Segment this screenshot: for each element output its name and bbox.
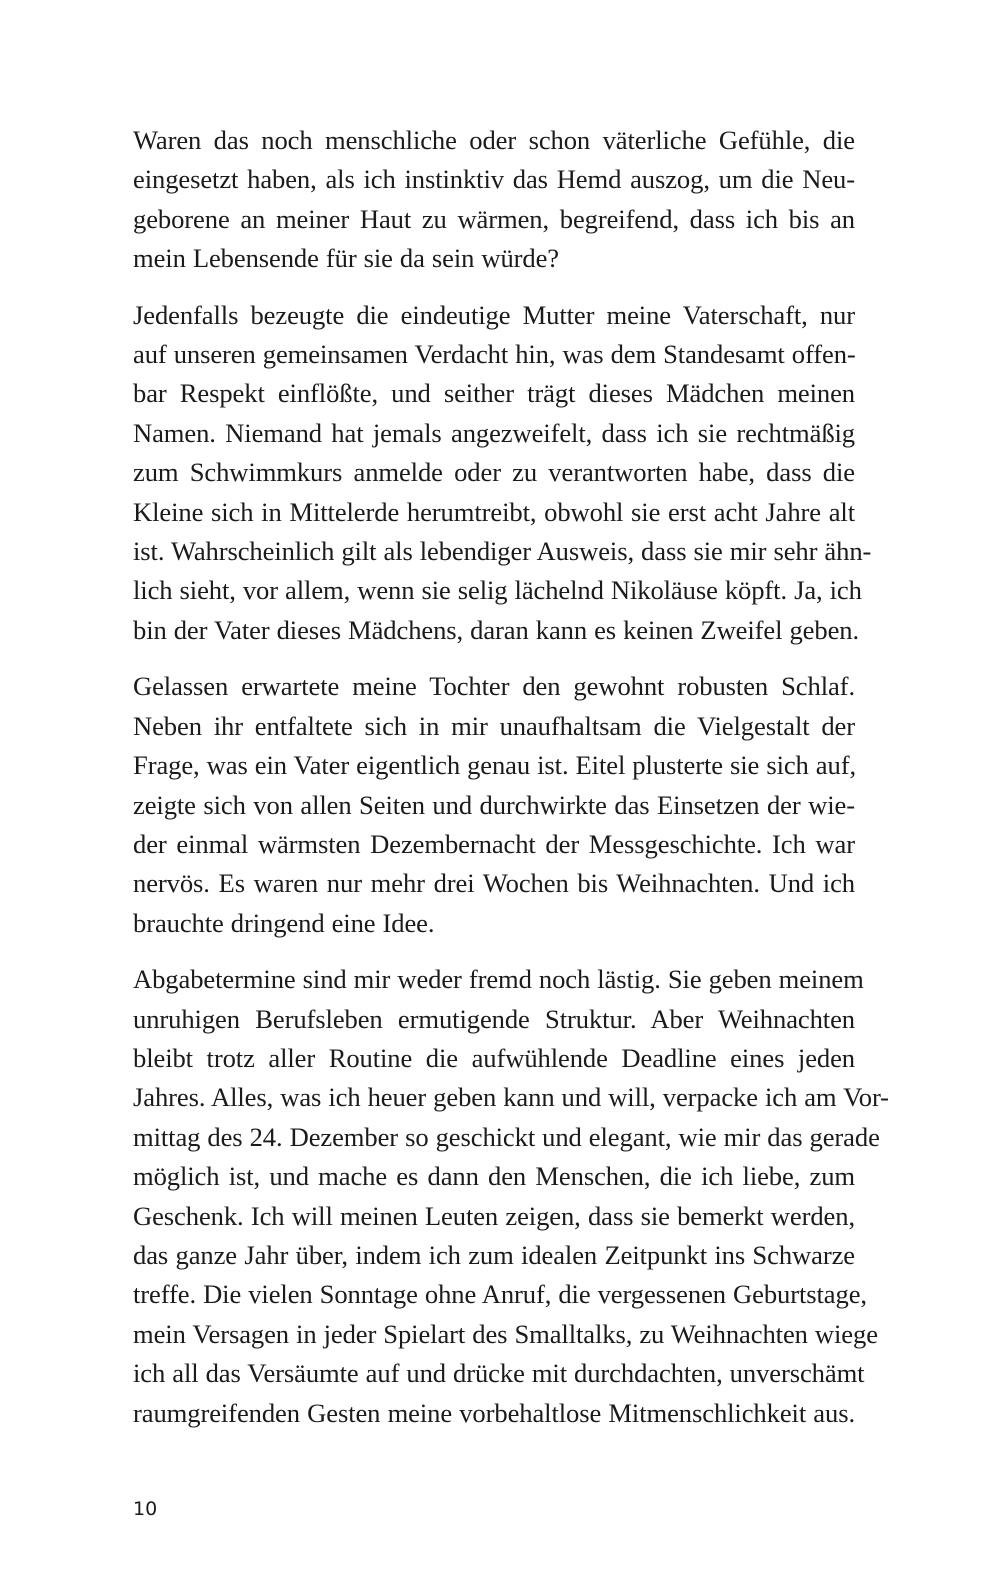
text-line: lich sieht, vor allem, wenn sie selig lächelnd Nikoläuse köpft. Ja, ich <box>133 575 862 606</box>
text-line: bar Respekt einflößte, und seither trägt dieses Mädchen meinen <box>133 378 855 409</box>
text-line: Jedenfalls bezeugte die eindeutige Mutter meine Vaterschaft, nur <box>133 299 855 330</box>
text-line: ist. Wahrscheinlich gilt als lebendiger Ausweis, dass sie mir sehr ähn- <box>133 536 872 567</box>
paragraph-1 <box>133 121 855 279</box>
text-line: Namen. Niemand hat jemals angezweifelt, dass ich sie rechtmäßig <box>133 417 855 448</box>
text-line: unruhigen Berufsleben ermutigende Struktur. Aber Weihnachten <box>133 1003 855 1034</box>
page-number: 10 <box>133 1498 158 1520</box>
text-line: mittag des 24. Dezember so geschickt und elegant, wie mir das gerade <box>133 1121 880 1152</box>
text-line: mein Lebensende für sie da sein würde? <box>133 243 560 274</box>
text-line: zeigte sich von allen Seiten und durchwirkte das Einsetzen der wie- <box>133 789 855 820</box>
paragraph-4 <box>133 960 889 1433</box>
text-line: möglich ist, und mache es dann den Menschen, die ich liebe, zum <box>133 1161 855 1192</box>
text-line: brauchte dringend eine Idee. <box>133 907 435 938</box>
text-line: zum Schwimmkurs anmelde oder zu verantworten habe, dass die <box>133 457 855 488</box>
paragraph-3 <box>133 667 855 943</box>
text-line: der einmal wärmsten Dezembernacht der Messgeschichte. Ich war <box>133 828 855 859</box>
paragraph-2 <box>133 296 872 651</box>
text-line: auf unseren gemeinsamen Verdacht hin, was dem Standesamt offen- <box>133 339 856 370</box>
text-line: nervös. Es waren nur mehr drei Wochen bis Weihnachten. Und ich <box>133 868 855 899</box>
text-line: treffe. Die vielen Sonntage ohne Anruf, die vergessenen Geburtstage, <box>133 1279 867 1310</box>
text-line: Kleine sich in Mittelerde herumtreibt, obwohl sie erst acht Jahre alt <box>133 496 855 527</box>
page-body <box>133 121 889 1450</box>
text-line: das ganze Jahr über, indem ich zum idealen Zeitpunkt ins Schwarze <box>133 1239 855 1270</box>
text-line: ich all das Versäumte auf und drücke mit durchdachten, unverschämt <box>133 1358 865 1389</box>
text-line: eingesetzt haben, als ich instinktiv das Hemd auszog, um die Neu- <box>133 164 855 195</box>
text-line: bin der Vater dieses Mädchens, daran kann es keinen Zweifel geben. <box>133 614 860 645</box>
text-line: mein Versagen in jeder Spielart des Smalltalks, zu Weihnachten wiege <box>133 1318 878 1349</box>
text-line: Frage, was ein Vater eigentlich genau ist. Eitel plusterte sie sich auf, <box>133 750 857 781</box>
text-line: bleibt trotz aller Routine die aufwühlende Deadline eines jeden <box>133 1042 855 1073</box>
text-line: Jahres. Alles, was ich heuer geben kann und will, verpacke ich am Vor- <box>133 1082 889 1113</box>
text-line: Geschenk. Ich will meinen Leuten zeigen, dass sie bemerkt werden, <box>133 1200 855 1231</box>
text-line: Abgabetermine sind mir weder fremd noch lästig. Sie geben meinem <box>133 964 864 995</box>
text-line: geborene an meiner Haut zu wärmen, begreifend, dass ich bis an <box>133 203 855 234</box>
text-line: Waren das noch menschliche oder schon väterliche Gefühle, die <box>133 125 855 155</box>
text-line: Gelassen erwartete meine Tochter den gewohnt robusten Schlaf. <box>133 671 855 702</box>
text-line: Neben ihr entfaltete sich in mir unaufhaltsam die Vielgestalt der <box>133 710 855 741</box>
text-line: raumgreifenden Gesten meine vorbehaltlose Mitmenschlichkeit aus. <box>133 1397 855 1428</box>
